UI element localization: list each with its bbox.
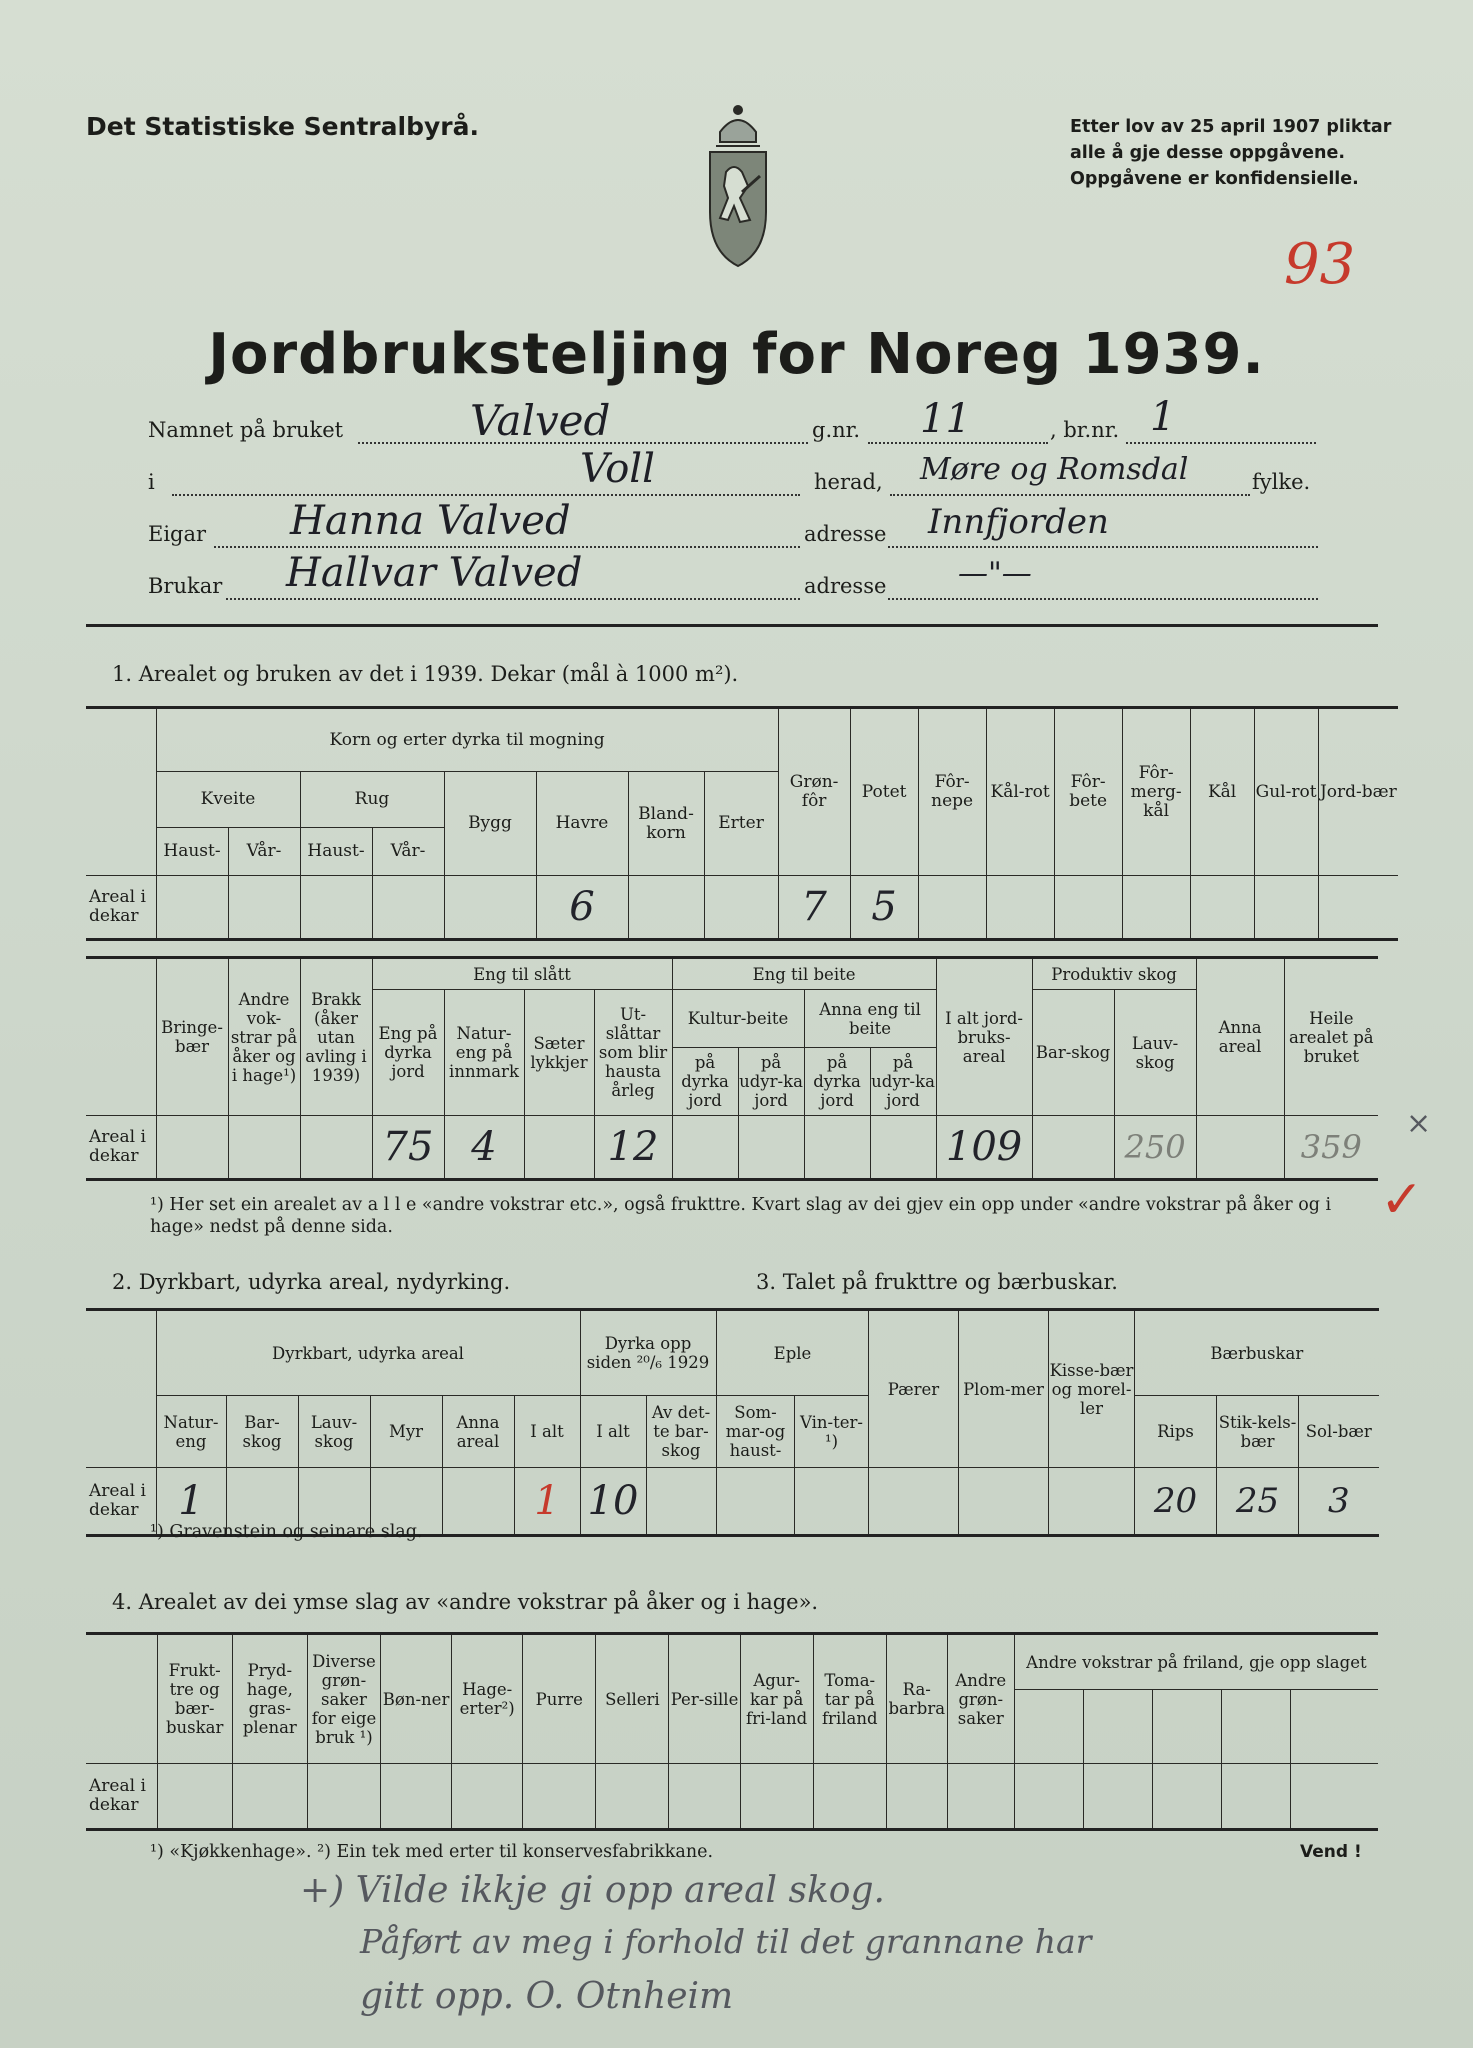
handnote-line-1: +) Vilde ikkje gi opp areal skog. bbox=[300, 1870, 885, 1911]
potet-value: 5 bbox=[871, 884, 897, 930]
form-title: Jordbruksteljing for Noreg 1939. bbox=[208, 322, 1265, 387]
col-hageerter: Hage-erter²) bbox=[452, 1634, 523, 1764]
cell bbox=[869, 1468, 959, 1536]
cell bbox=[672, 1116, 738, 1180]
eigar-adresse-line bbox=[888, 546, 1318, 548]
cell bbox=[1291, 1764, 1378, 1830]
brukar-adresse-line bbox=[888, 598, 1318, 600]
eigar-value: Hanna Valved bbox=[290, 498, 571, 544]
section-1-footnote: ¹) Her set ein arealet av a l l e «andre vokstrar etc.», også frukttre. Kvart slag av dei gjev ein opp under «andre vokstrar på åker og i hage» nedst på denne sida. bbox=[150, 1195, 1332, 1237]
group-prod-skog: Produktiv skog bbox=[1032, 958, 1196, 990]
solbaer-value-cell bbox=[1299, 1468, 1379, 1536]
red-check-icon: ✓ bbox=[1380, 1170, 1424, 1230]
col-anna-areal: Anna areal bbox=[1196, 958, 1284, 1116]
col-erter: Erter bbox=[704, 772, 778, 876]
col-av-det: Av det-te bar-skog bbox=[646, 1396, 716, 1468]
stikkels-value: 25 bbox=[1235, 1481, 1280, 1521]
solbaer-value: 3 bbox=[1327, 1481, 1350, 1521]
fylke-line bbox=[890, 494, 1250, 496]
utslattar-value-cell bbox=[594, 1116, 672, 1180]
cell bbox=[372, 876, 444, 940]
cell bbox=[1014, 1764, 1083, 1830]
cell bbox=[1318, 876, 1398, 940]
group-baerbuskar: Bærbuskar bbox=[1135, 1310, 1379, 1396]
group-eng-beite: Eng til beite bbox=[672, 958, 936, 990]
brnr-value: 1 bbox=[1150, 394, 1176, 440]
cell bbox=[381, 1764, 452, 1830]
handnote-line-2: Påført av meg i forhold til det grannane har bbox=[360, 1922, 1092, 1961]
col-prydhage: Pryd-hage, gras-plenar bbox=[232, 1634, 307, 1764]
friland-slot bbox=[1014, 1690, 1083, 1764]
col-kveite-haust: Haust- bbox=[156, 828, 228, 876]
cell bbox=[1221, 1764, 1290, 1830]
col-anna-dyrka: på dyrka jord bbox=[804, 1048, 870, 1116]
cell bbox=[300, 876, 372, 940]
cell bbox=[795, 1468, 869, 1536]
col-diverse: Diverse grøn-saker for eige bruk ¹) bbox=[307, 1634, 380, 1764]
col-kveite-var: Vår- bbox=[228, 828, 300, 876]
col-fornepe: Fôr-nepe bbox=[918, 708, 986, 876]
page-number: 93 bbox=[1284, 232, 1356, 297]
gnr-label: g.nr. bbox=[812, 418, 861, 442]
brukar-adresse-value: —"— bbox=[958, 556, 1032, 591]
i-alt-value-cell bbox=[936, 1116, 1032, 1180]
stikkels-value-cell bbox=[1217, 1468, 1299, 1536]
friland-slot bbox=[1291, 1690, 1378, 1764]
cell bbox=[1190, 876, 1254, 940]
cell bbox=[524, 1116, 594, 1180]
col-rug-var: Vår- bbox=[372, 828, 444, 876]
table-3 bbox=[716, 1308, 1379, 1537]
cell bbox=[669, 1764, 740, 1830]
cell bbox=[596, 1764, 669, 1830]
coat-of-arms-icon bbox=[690, 102, 786, 268]
section-1-heading: 1. Arealet og bruken av det i 1939. Dekar (mål à 1000 m²). bbox=[112, 662, 739, 686]
cell bbox=[740, 1764, 813, 1830]
utslattar-value: 12 bbox=[607, 1124, 659, 1170]
col-kultur-dyrka: på dyrka jord bbox=[672, 1048, 738, 1116]
blank-header-cell bbox=[86, 1634, 157, 1764]
col-purre: Purre bbox=[523, 1634, 596, 1764]
cell bbox=[646, 1468, 716, 1536]
cell bbox=[444, 876, 536, 940]
gronfor-value-cell bbox=[778, 876, 850, 940]
row-label: Areal i dekar bbox=[86, 1116, 156, 1180]
col-havre: Havre bbox=[536, 772, 628, 876]
gnr-value: 11 bbox=[920, 396, 971, 442]
handnote-line-3: gitt opp. O. Otnheim bbox=[360, 1976, 734, 2017]
col-kalrot: Kål-rot bbox=[986, 708, 1054, 876]
cell bbox=[156, 876, 228, 940]
legal-line-3: Oppgåvene er konfidensielle. bbox=[1070, 169, 1359, 189]
col-tomatar: Toma-tar på friland bbox=[813, 1634, 886, 1764]
eigar-adresse-label: adresse bbox=[804, 522, 887, 546]
vend-label: Vend ! bbox=[1300, 1842, 1362, 1862]
cell bbox=[156, 1116, 228, 1180]
col-forbete: Fôr-bete bbox=[1054, 708, 1122, 876]
cell bbox=[1083, 1764, 1152, 1830]
col-selleri: Selleri bbox=[596, 1634, 669, 1764]
cell bbox=[870, 1116, 936, 1180]
lauvskog-value: 250 bbox=[1124, 1128, 1186, 1166]
cell bbox=[452, 1764, 523, 1830]
herad-i-label: i bbox=[148, 470, 155, 494]
col-rug-haust: Haust- bbox=[300, 828, 372, 876]
col-natureng: Natur-eng bbox=[156, 1396, 226, 1468]
blank-header-cell bbox=[86, 708, 156, 876]
farm-name-label: Namnet på bruket bbox=[148, 418, 344, 442]
blank-header-cell bbox=[86, 1310, 156, 1468]
i-alt-value-cell bbox=[514, 1468, 580, 1536]
col-i-alt: I alt jord-bruks-areal bbox=[936, 958, 1032, 1116]
table-1b bbox=[86, 956, 1378, 1181]
table-4 bbox=[86, 1632, 1378, 1831]
col-kal: Kål bbox=[1190, 708, 1254, 876]
col-sommar: Som-mar-og haust- bbox=[717, 1396, 795, 1468]
fylke-value: Møre og Romsdal bbox=[920, 452, 1189, 487]
col-solbaer: Sol-bær bbox=[1299, 1396, 1379, 1468]
cell bbox=[704, 876, 778, 940]
row-label: Areal i dekar bbox=[86, 876, 156, 940]
group-eple: Eple bbox=[717, 1310, 869, 1396]
heile-value-cell bbox=[1284, 1116, 1378, 1180]
heile-value: 359 bbox=[1300, 1128, 1362, 1166]
col-blandkorn: Bland-korn bbox=[628, 772, 704, 876]
col-rips: Rips bbox=[1135, 1396, 1217, 1468]
col-anna-udyrka: på udyr-ka jord bbox=[870, 1048, 936, 1116]
eigar-label: Eigar bbox=[148, 522, 207, 546]
col-paerer: Pærer bbox=[869, 1310, 959, 1468]
farm-name-value: Valved bbox=[470, 396, 611, 445]
cell bbox=[813, 1764, 886, 1830]
cell bbox=[738, 1116, 804, 1180]
cell bbox=[947, 1764, 1014, 1830]
cell bbox=[523, 1764, 596, 1830]
group-korn-header: Korn og erter dyrka til mogning bbox=[156, 708, 778, 772]
cell bbox=[157, 1764, 232, 1830]
brukar-value: Hallvar Valved bbox=[286, 550, 583, 596]
group-dyrkbart: Dyrkbart, udyrka areal bbox=[156, 1310, 580, 1396]
friland-slot bbox=[1152, 1690, 1221, 1764]
legal-line-1: Etter lov av 25 april 1907 pliktar bbox=[1070, 117, 1392, 137]
potet-value-cell bbox=[850, 876, 918, 940]
cell bbox=[1196, 1116, 1284, 1180]
eigar-line bbox=[214, 546, 800, 548]
col-utslattar: Ut-slåttar som blir hausta årleg bbox=[594, 990, 672, 1116]
col-agurkar: Agur-kar på fri-land bbox=[740, 1634, 813, 1764]
cell bbox=[986, 876, 1054, 940]
group-dyrka-opp: Dyrka opp siden ²⁰/₆ 1929 bbox=[580, 1310, 716, 1396]
col-frukttre: Frukt-tre og bær-buskar bbox=[157, 1634, 232, 1764]
gnr-line bbox=[868, 442, 1048, 444]
group-anna-eng: Anna eng til beite bbox=[804, 990, 936, 1048]
cell bbox=[959, 1468, 1049, 1536]
organization-name: Det Statistiske Sentralbyrå. bbox=[86, 112, 479, 141]
rips-value-cell bbox=[1135, 1468, 1217, 1536]
col-barskog: Bar-skog bbox=[1032, 990, 1114, 1116]
row-label: Areal i dekar bbox=[86, 1468, 156, 1536]
margin-mark-x: × bbox=[1406, 1106, 1432, 1141]
col-heile: Heile arealet på bruket bbox=[1284, 958, 1378, 1116]
group-kulturbeite: Kultur-beite bbox=[672, 990, 804, 1048]
section-3-footnote: ¹) Gravenstein og seinare slag. bbox=[150, 1522, 423, 1542]
cell bbox=[1254, 876, 1318, 940]
col-eng-dyrka: Eng på dyrka jord bbox=[372, 990, 444, 1116]
col-saeter: Sæter lykkjer bbox=[524, 990, 594, 1116]
cell bbox=[886, 1764, 947, 1830]
gronfor-value: 7 bbox=[801, 884, 827, 930]
lauvskog-value-cell bbox=[1114, 1116, 1196, 1180]
col-myr: Myr bbox=[370, 1396, 442, 1468]
cell bbox=[1049, 1468, 1135, 1536]
brukar-adresse-label: adresse bbox=[804, 574, 887, 598]
blank-header-cell bbox=[86, 958, 156, 1116]
cell bbox=[1152, 1764, 1221, 1830]
col-bygg: Bygg bbox=[444, 772, 536, 876]
col-potet: Potet bbox=[850, 708, 918, 876]
brnr-label: , br.nr. bbox=[1050, 418, 1120, 442]
col-i-alt: I alt bbox=[514, 1396, 580, 1468]
cell bbox=[1054, 876, 1122, 940]
cell bbox=[442, 1468, 514, 1536]
section-4-footnote: ¹) «Kjøkkenhage». ²) Ein tek med erter til konservesfabrikkane. bbox=[150, 1842, 714, 1862]
col-formergkal: Fôr-merg-kål bbox=[1122, 708, 1190, 876]
herad-line bbox=[172, 494, 800, 496]
col-bonner: Bøn-ner bbox=[381, 1634, 452, 1764]
i-alt-value: 1 bbox=[534, 1478, 560, 1524]
col-andre-vokstrar: Andre vok-strar på åker og i hage¹) bbox=[228, 958, 300, 1116]
section-2-heading: 2. Dyrkbart, udyrka areal, nydyrking. bbox=[112, 1270, 511, 1294]
divider bbox=[86, 624, 1378, 627]
friland-slot bbox=[1221, 1690, 1290, 1764]
col-vinter: Vin-ter-¹) bbox=[795, 1396, 869, 1468]
herad-value: Voll bbox=[580, 446, 655, 492]
cell bbox=[1032, 1116, 1114, 1180]
friland-slot bbox=[1083, 1690, 1152, 1764]
natureng-value: 1 bbox=[178, 1478, 204, 1524]
col-brakk: Brakk (åker utan avling i 1939) bbox=[300, 958, 372, 1116]
group-andre-friland: Andre vokstrar på friland, gje opp slaget bbox=[1014, 1634, 1378, 1690]
col-rug: Rug bbox=[300, 772, 444, 828]
col-plommer: Plom-mer bbox=[959, 1310, 1049, 1468]
eng-dyrka-value-cell bbox=[372, 1116, 444, 1180]
col-lauvskog: Lauv-skog bbox=[1114, 990, 1196, 1116]
col-gulrot: Gul-rot bbox=[1254, 708, 1318, 876]
table-2 bbox=[86, 1308, 717, 1537]
fylke-label: fylke. bbox=[1252, 470, 1311, 494]
section-4-heading: 4. Arealet av dei ymse slag av «andre vokstrar på åker og i hage». bbox=[112, 1590, 819, 1614]
brukar-line bbox=[226, 598, 800, 600]
cell bbox=[228, 1116, 300, 1180]
table-1a bbox=[86, 706, 1398, 941]
cell bbox=[232, 1764, 307, 1830]
col-natureng: Natur-eng på innmark bbox=[444, 990, 524, 1116]
section-3-heading: 3. Talet på frukttre og bærbuskar. bbox=[756, 1270, 1118, 1294]
col-anna-areal: Anna areal bbox=[442, 1396, 514, 1468]
cell bbox=[228, 876, 300, 940]
cell bbox=[628, 876, 704, 940]
col-gronfor: Grøn-fôr bbox=[778, 708, 850, 876]
cell bbox=[804, 1116, 870, 1180]
cell bbox=[307, 1764, 380, 1830]
col-andre-gronsaker: Andre grøn-saker bbox=[947, 1634, 1014, 1764]
cell bbox=[300, 1116, 372, 1180]
cell bbox=[918, 876, 986, 940]
group-eng-slatt: Eng til slått bbox=[372, 958, 672, 990]
brnr-line bbox=[1126, 442, 1316, 444]
row-label: Areal i dekar bbox=[86, 1764, 157, 1830]
natureng-value-cell bbox=[444, 1116, 524, 1180]
col-rabarbra: Ra-barbra bbox=[886, 1634, 947, 1764]
col-kissebaer: Kisse-bær og morel-ler bbox=[1049, 1310, 1135, 1468]
col-dyrka-i-alt: I alt bbox=[580, 1396, 646, 1468]
natureng-value: 4 bbox=[471, 1124, 497, 1170]
col-barskog: Bar-skog bbox=[226, 1396, 298, 1468]
dyrka-i-alt-value: 10 bbox=[587, 1478, 639, 1524]
col-kultur-udyrka: på udyr-ka jord bbox=[738, 1048, 804, 1116]
col-bringebaer: Bringe-bær bbox=[156, 958, 228, 1116]
col-lauvskog: Lauv-skog bbox=[298, 1396, 370, 1468]
i-alt-value: 109 bbox=[945, 1124, 1023, 1170]
herad-label: herad, bbox=[814, 470, 883, 494]
dyrka-i-alt-value-cell bbox=[580, 1468, 646, 1536]
cell bbox=[717, 1468, 795, 1536]
brukar-label: Brukar bbox=[148, 574, 223, 598]
legal-line-2: alle å gje desse oppgåvene. bbox=[1070, 143, 1346, 163]
havre-value: 6 bbox=[569, 884, 595, 930]
col-jordbaer: Jord-bær bbox=[1318, 708, 1398, 876]
rips-value: 20 bbox=[1153, 1481, 1198, 1521]
legal-notice bbox=[1070, 114, 1391, 192]
havre-value-cell bbox=[536, 876, 628, 940]
col-stikkels: Stik-kels-bær bbox=[1217, 1396, 1299, 1468]
eigar-adresse-value: Innfjorden bbox=[928, 502, 1109, 542]
col-persille: Per-sille bbox=[669, 1634, 740, 1764]
cell bbox=[1122, 876, 1190, 940]
col-kveite: Kveite bbox=[156, 772, 300, 828]
eng-dyrka-value: 75 bbox=[382, 1124, 434, 1170]
